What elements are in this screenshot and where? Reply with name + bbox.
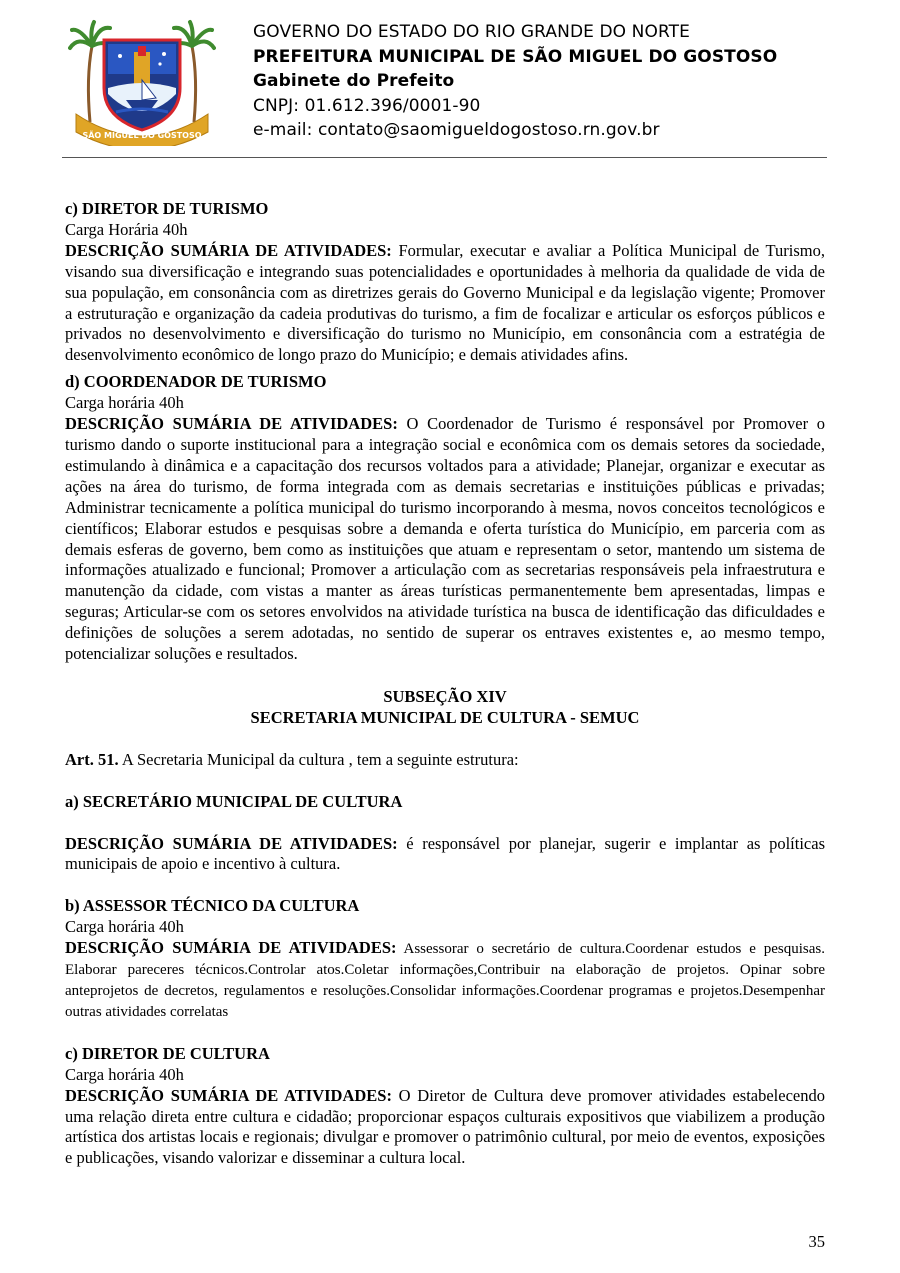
section-title-assessor-cultura: b) ASSESSOR TÉCNICO DA CULTURA [65, 896, 360, 916]
description-label: DESCRIÇÃO SUMÁRIA DE ATIVIDADES: [65, 1085, 392, 1105]
description-text: O Diretor de Cultura deve promover atividades estabelecendo uma relação direta entre cultura e cidadão; proporcionar espaços culturais expositivos que viabilizem a produção artística dos artistas locais e regionais; divulgar e promover o patrimônio cultural, por meio de eventos, exposições e publicações, visando valorizar e disseminar a cultura local. [65, 1085, 825, 1168]
header-divider [62, 157, 827, 158]
shield-icon [104, 40, 180, 130]
subsection-title: SECRETARIA MUNICIPAL DE CULTURA - SEMUC [250, 707, 640, 727]
workload-diretor-cultura: Carga horária 40h [65, 1064, 184, 1084]
page-number: 35 [808, 1232, 825, 1251]
description-diretor-cultura [65, 1086, 825, 1170]
article-text: A Secretaria Municipal da cultura , tem a seguinte estrutura: [118, 749, 519, 769]
description-text: Formular, executar e avaliar a Política Municipal de Turismo, visando sua diversificação e integrando suas potencialidades e oportunidades à melhoria da qualidade de vida de sua população, em consonância com as diretrizes gerais do Governo Municipal e da legislação vigente; Promover a estruturação e organização da cadeia produtivas do turismo, a fim de focalizar e articular os esforços públicos e privados no desenvolvimento e diversificação do turismo no Município, em consonância com a estratégia de desenvolvimento econômico de longo prazo do Município; e demais atividades afins. [65, 240, 825, 365]
description-label: DESCRIÇÃO SUMÁRIA DE ATIVIDADES: [65, 240, 392, 260]
section-title-coordenador-turismo: d) COORDENADOR DE TURISMO [65, 372, 327, 392]
article-51 [65, 750, 825, 771]
letterhead-text [253, 20, 777, 143]
municipal-coat-of-arms-logo [68, 18, 216, 146]
description-text: O Coordenador de Turismo é responsável por Promover o turismo dando o suporte institucional para a integração social e econômica com os demais setores da sociedade, estimulando à dinâmica e a capacitação dos recursos voltados para a atividade; Planejar, organizar e executar as ações na área do turismo, de forma integrada com as demais secretarias e instituições públicas e privadas; Administrar tecnicamente a política municipal do turismo incorporando à mesma, novos conceitos tecnológicos e científicos; Elaborar estudos e pesquisas sobre a demanda e oferta turística do Município, em parceria com as demais esferas de governo, bem como as instituições que atuam e representam o setor, mantendo um sistema de informações atualizado e funcional; Promover a articulação com as secretarias responsáveis pela infraestrutura e manutenção da cidade, com vistas a manter as áreas turísticas permanentemente bem apresentadas, limpas e seguras; Articular-se com os setores envolvidos na atividade turística na busca de identificação das dificuldades e definições de soluções a serem adotadas, no sentido de superar os entraves existentes e, ao mesmo tempo, potencializar soluções e resultados. [65, 414, 825, 664]
section-title-diretor-turismo: c) DIRETOR DE TURISMO [65, 199, 269, 218]
workload-diretor-turismo: Carga Horária 40h [65, 219, 188, 239]
workload-coordenador-turismo: Carga horária 40h [65, 393, 184, 413]
description-diretor-turismo [65, 241, 825, 366]
description-assessor-cultura [65, 938, 825, 1023]
section-title-diretor-cultura: c) DIRETOR DE CULTURA [65, 1043, 270, 1063]
document-body [65, 199, 825, 1169]
description-label: DESCRIÇÃO SUMÁRIA DE ATIVIDADES: [65, 833, 398, 853]
subsection-number: SUBSEÇÃO XIV [383, 686, 507, 706]
article-label: Art. 51. [65, 749, 119, 769]
letterhead [62, 14, 827, 158]
workload-assessor-cultura: Carga horária 40h [65, 917, 184, 937]
description-coordenador-turismo [65, 414, 825, 665]
cnpj-line: CNPJ: 01.612.396/0001-90 [253, 95, 481, 116]
email-line: e-mail: contato@saomigueldogostoso.rn.gov.br [253, 120, 660, 141]
description-text: Assessorar o secretário de cultura.Coordenar estudos e pesquisas. Elaborar pareceres técnicos.Controlar atos.Coletar informações,Contribuir na elaboração de projetos. Opinar sobre anteprojetos de decretos, regulamentos e resoluções.Consolidar informações.Coordenar programas e projetos.Desempenhar outras atividades correlatas [65, 941, 825, 1020]
description-secretario-cultura [65, 834, 825, 876]
section-title-secretario-cultura: a) SECRETÁRIO MUNICIPAL DE CULTURA [65, 791, 403, 811]
description-label: DESCRIÇÃO SUMÁRIA DE ATIVIDADES: [65, 414, 398, 434]
state-government-line: GOVERNO DO ESTADO DO RIO GRANDE DO NORTE [253, 22, 690, 42]
office-line: Gabinete do Prefeito [253, 71, 455, 92]
description-text: é responsável por planejar, sugerir e implantar as políticas municipais de apoio e incentivo à cultura. [65, 833, 825, 874]
municipality-line: PREFEITURA MUNICIPAL DE SÃO MIGUEL DO GOSTOSO [253, 46, 778, 67]
logo-ribbon-text: SÃO MIGUEL DO GOSTOSO [82, 131, 202, 140]
description-label: DESCRIÇÃO SUMÁRIA DE ATIVIDADES: [65, 938, 397, 958]
